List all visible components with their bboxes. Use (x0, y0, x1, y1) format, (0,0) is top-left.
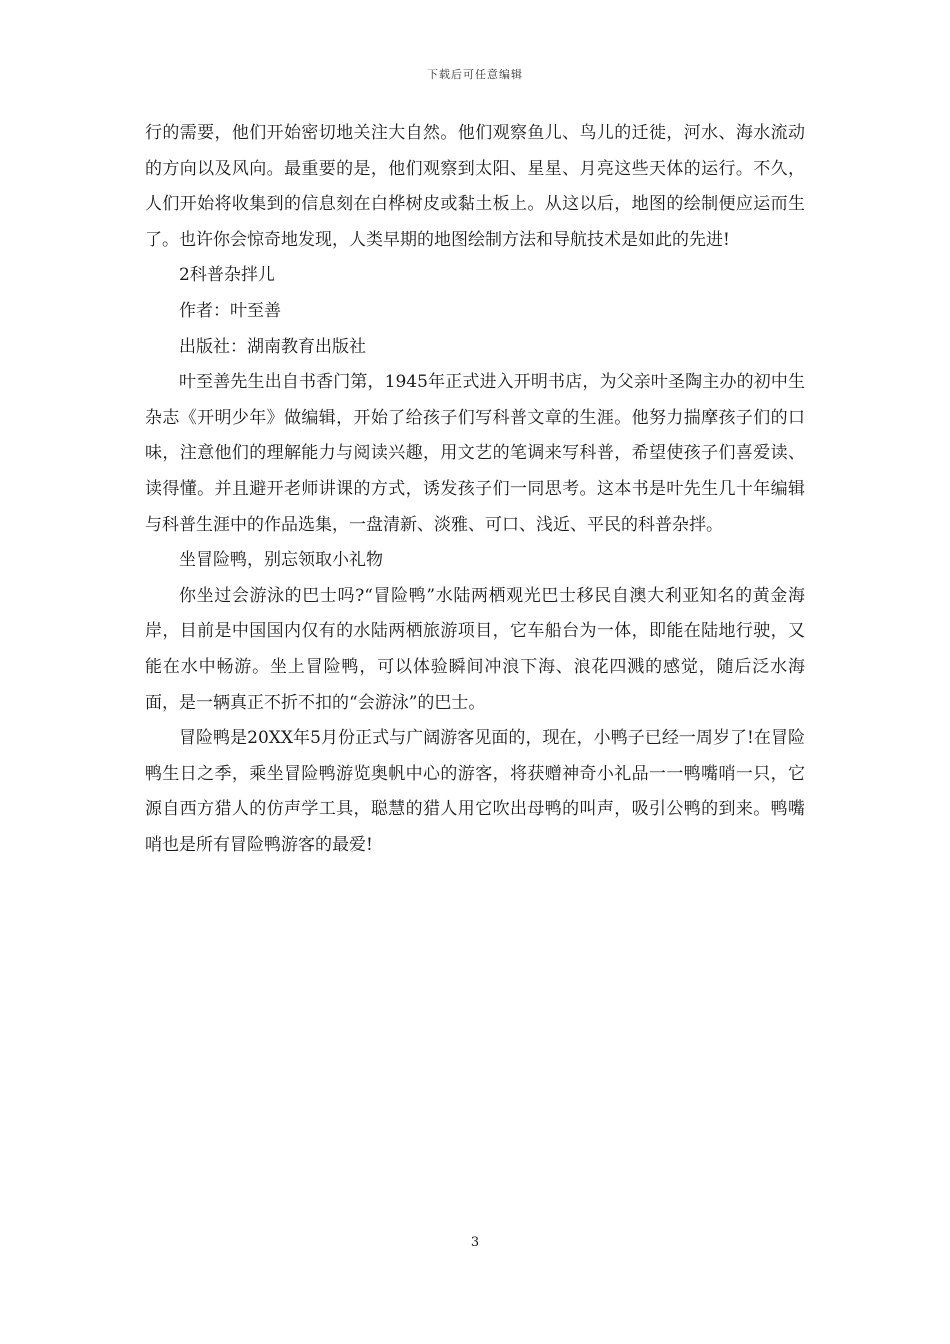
document-body (145, 116, 805, 863)
page-number: 3 (470, 1235, 480, 1250)
paragraph-book-intro: 叶至善先生出自书香门第，1945年正式进入开明书店，为父亲叶圣陶主办的初中生杂志《开明少年》做编辑，开始了给孩子们写科普文章的生涯。他努力揣摩孩子们的口味，注意他们的理解能力与阅读兴趣，用文艺的笔调来写科普，希望使孩子们喜爱读、读得懂。并且避开老师讲课的方式，诱发孩子们一同思考。这本书是叶先生几十年编辑与科普生涯中的作品选集，一盘清新、淡雅、可口、浅近、平民的科普杂拌。 (145, 372, 805, 535)
book-publisher: 出版社：湖南教育出版社 (179, 336, 366, 357)
paragraph-map-history: 行的需要，他们开始密切地关注大自然。他们观察鱼儿、鸟儿的迁徙，河水、海水流动的方向以及风向。最重要的是，他们观察到太阳、星星、月亮这些天体的运行。不久，人们开始将收集到的信息刻在白桦树皮或黏土板上。从这以后，地图的绘制便应运而生了。也许你会惊奇地发现，人类早期的地图绘制方法和导航技术是如此的先进! (145, 123, 805, 250)
paragraph-duck-bus: 你坐过会游泳的巴士吗?“冒险鸭”水陆两栖观光巴士移民自澳大利亚知名的黄金海岸，目前是中国国内仅有的水陆两栖旅游项目，它车船台为一体，即能在陆地行驶，又能在水中畅游。坐上冒险鸭，可以体验瞬间冲浪下海、浪花四溅的感觉，随后泛水海面，是一辆真正不折不扣的“会游泳”的巴士。 (145, 585, 805, 713)
section-heading: 坐冒险鸭，别忘领取小礼物 (179, 550, 383, 571)
book-author: 作者：叶至善 (179, 300, 281, 321)
book-title: 2科普杂拌儿 (179, 265, 275, 286)
page-header-note: 下载后可任意编辑 (427, 68, 523, 81)
paragraph-duck-gift: 冒险鸭是20XX年5月份正式与广阔游客见面的，现在，小鸭子已经一周岁了!在冒险鸭生日之季，乘坐冒险鸭游览奥帆中心的游客，将获赠神奇小礼品一一鸭嘴哨一只，它源自西方猎人的仿声学工具，聪慧的猎人用它吹出母鸭的叫声，吸引公鸭的到来。鸭嘴哨也是所有冒险鸭游客的最爱! (145, 728, 805, 855)
